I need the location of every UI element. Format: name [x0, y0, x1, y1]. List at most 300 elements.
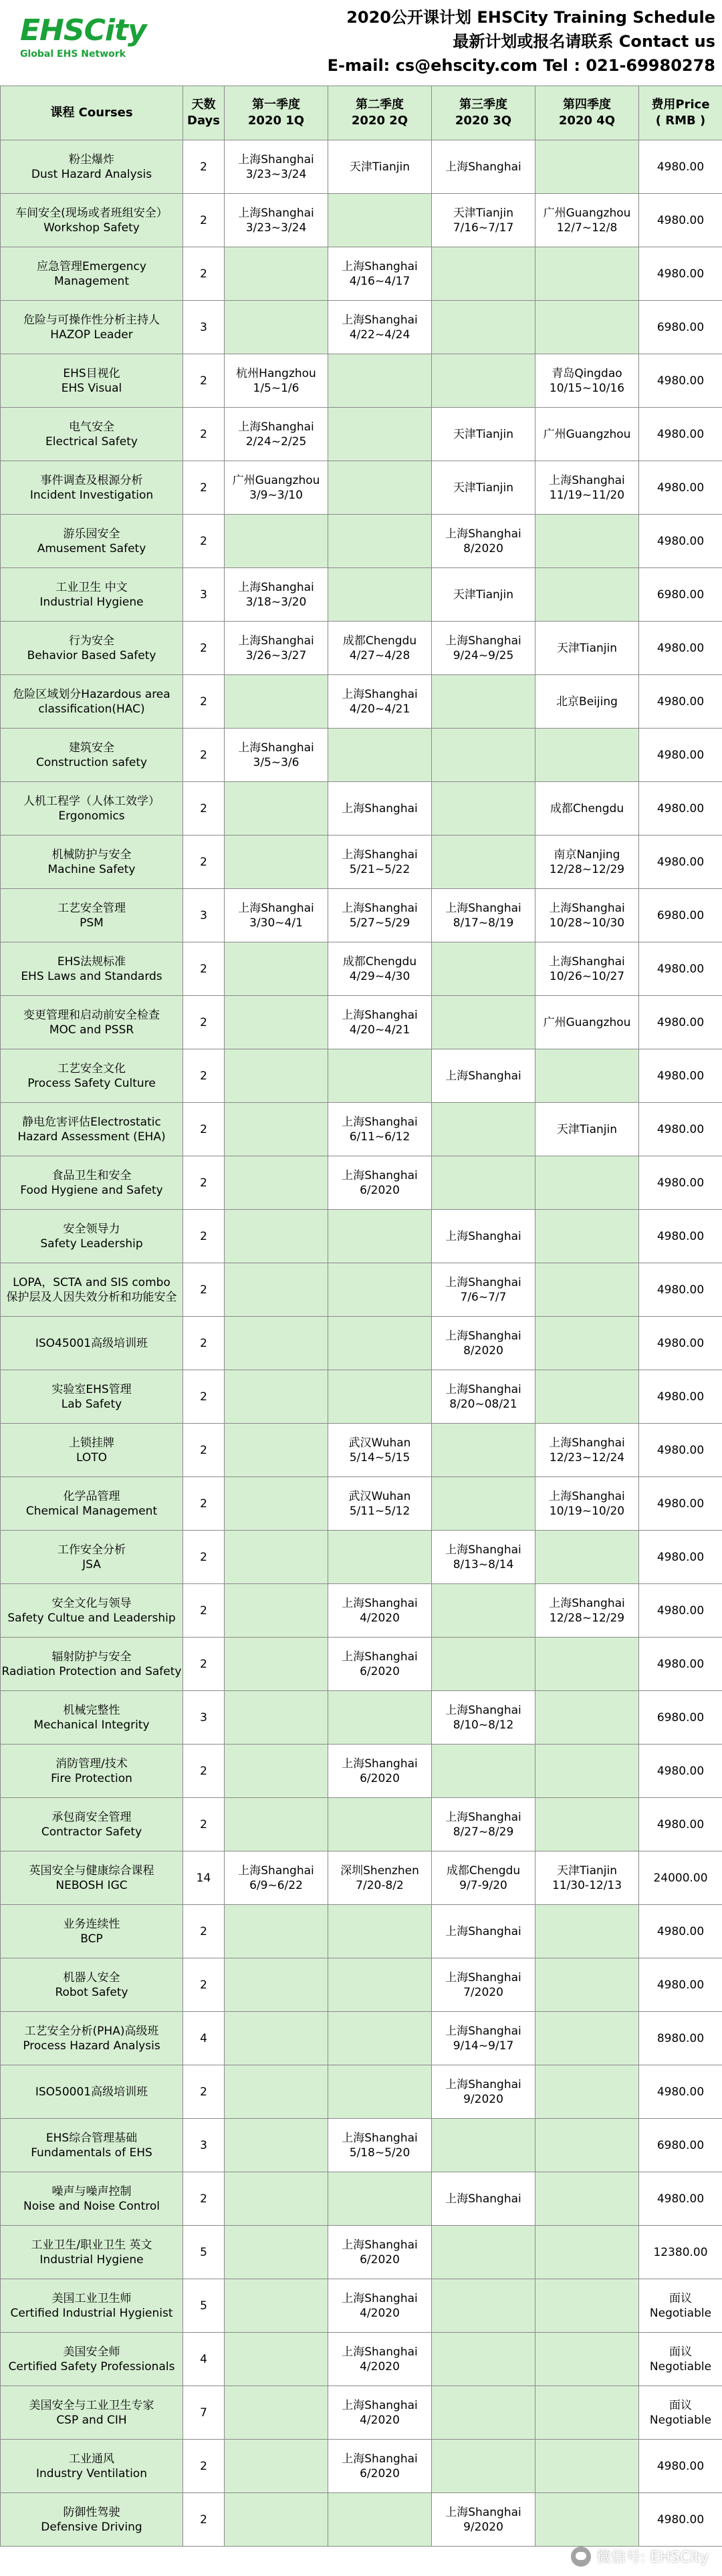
course-name-en: Food Hygiene and Safety: [20, 1183, 163, 1197]
price-value: 4980.00: [656, 1176, 705, 1190]
wechat-watermark: [571, 2546, 709, 2567]
q3-dates: 8/2020: [463, 541, 503, 555]
table-row: [1, 1531, 722, 1584]
q2-cell: [328, 889, 432, 942]
q3-location: 上海Shanghai: [445, 2192, 521, 2206]
course-name-en: Lab Safety: [61, 1397, 122, 1411]
q1-cell: [225, 1798, 328, 1851]
table-row: [1, 1851, 722, 1905]
price-cell: [639, 2172, 722, 2226]
q4-cell: [535, 2440, 639, 2493]
q2-cell: [328, 2065, 432, 2119]
course-name-cn: 业务连续性: [63, 1917, 120, 1931]
course-cell: [1, 2279, 183, 2333]
q4-location: 北京Beijing: [556, 694, 618, 709]
course-name-cn: 建筑安全: [69, 741, 114, 755]
q1-location: 杭州Hangzhou: [236, 366, 316, 380]
days-cell: 2: [183, 1798, 225, 1851]
price-value: 4980.00: [656, 427, 705, 441]
q1-cell: [225, 782, 328, 835]
course-name-en: HAZOP Leader: [50, 328, 133, 342]
price-value: 12380.00: [653, 2245, 708, 2259]
q3-cell: [432, 1531, 535, 1584]
course-cell: [1, 515, 183, 568]
price-value: 4980.00: [656, 1817, 705, 1831]
course-cell: [1, 1851, 183, 1905]
q2-dates: 5/14~5/15: [349, 1450, 410, 1464]
course-name-en: Fire Protection: [51, 1771, 132, 1785]
q1-cell: [225, 1210, 328, 1263]
q4-cell: [535, 2065, 639, 2119]
header-q2: [328, 86, 432, 140]
days-cell: 2: [183, 515, 225, 568]
q2-location: 上海Shanghai: [342, 2345, 418, 2359]
q4-location: 上海Shanghai: [549, 1596, 625, 1610]
course-name-en: 保护层及人因失效分析和功能安全: [6, 1290, 177, 1304]
q4-cell: [535, 2333, 639, 2386]
q2-location: 上海Shanghai: [342, 2398, 418, 2412]
q2-location: 上海Shanghai: [342, 1596, 418, 1610]
course-name-en: Contractor Safety: [41, 1825, 142, 1839]
days-cell: 2: [183, 1958, 225, 2012]
days-cell: 2: [183, 622, 225, 675]
q2-cell: [328, 140, 432, 194]
price-value: 4980.00: [656, 1069, 705, 1083]
price-cell: [639, 247, 722, 301]
days-cell: 2: [183, 2065, 225, 2119]
course-name-en: Chemical Management: [25, 1504, 158, 1518]
q3-location: 天津Tianjin: [453, 427, 513, 441]
table-row: [1, 1958, 722, 2012]
course-name-en: Certified Industrial Hygienist: [10, 2306, 173, 2320]
table-row: [1, 354, 722, 408]
table-row: [1, 568, 722, 622]
days-cell: 2: [183, 194, 225, 247]
table-row: [1, 2440, 722, 2493]
q2-cell: [328, 2012, 432, 2065]
course-cell: [1, 2333, 183, 2386]
q4-location: 青岛Qingdao: [552, 366, 622, 380]
q4-cell: [535, 1584, 639, 1638]
q4-location: 广州Guangzhou: [543, 1015, 631, 1029]
price-value: 4980.00: [656, 1015, 705, 1029]
course-name-cn: 机械防护与安全: [51, 848, 132, 862]
header-q4-en: 2020 4Q: [558, 114, 616, 128]
price-cell: [639, 568, 722, 622]
q2-dates: 4/2020: [360, 2359, 400, 2373]
price-value: 4980.00: [656, 641, 705, 655]
course-name-cn: 变更管理和启动前安全检查: [23, 1008, 160, 1022]
table-row: [1, 247, 722, 301]
q4-cell: [535, 1691, 639, 1745]
q4-dates: 10/28~10/30: [549, 916, 625, 930]
q1-cell: [225, 140, 328, 194]
price-cell: [639, 2440, 722, 2493]
q2-cell: [328, 568, 432, 622]
price-cell: [639, 782, 722, 835]
course-cell: [1, 461, 183, 515]
course-name-cn: 危险与可操作性分析主持人: [23, 313, 160, 327]
price-cell: [639, 1745, 722, 1798]
q2-cell: [328, 1958, 432, 2012]
course-name-cn: 美国安全师: [63, 2345, 120, 2359]
q3-cell: [432, 247, 535, 301]
price-cell: [639, 622, 722, 675]
days-cell: 2: [183, 1156, 225, 1210]
q4-cell: [535, 408, 639, 461]
q4-dates: 12/28~12/29: [549, 862, 625, 876]
course-name-en: Incident Investigation: [29, 488, 154, 502]
q4-cell: [535, 782, 639, 835]
course-cell: [1, 1691, 183, 1745]
q2-location: 上海Shanghai: [342, 313, 418, 327]
q2-cell: [328, 1798, 432, 1851]
course-name-en: Management: [54, 274, 129, 288]
course-name-en: Process Safety Culture: [27, 1076, 156, 1090]
course-cell: [1, 408, 183, 461]
course-cell: [1, 996, 183, 1049]
q2-cell: [328, 729, 432, 782]
table-row: [1, 2226, 722, 2279]
q1-location: 上海Shanghai: [238, 420, 314, 434]
price-cell: [639, 2333, 722, 2386]
price-value: 4980.00: [656, 374, 705, 388]
price-value: 4980.00: [656, 481, 705, 495]
course-cell: [1, 2493, 183, 2547]
q3-cell: [432, 140, 535, 194]
q4-dates: 12/23~12/24: [549, 1450, 625, 1464]
training-schedule-table: [0, 86, 722, 2547]
q3-cell: [432, 408, 535, 461]
price-value: 4980.00: [656, 213, 705, 227]
price-cell: [639, 1691, 722, 1745]
q4-dates: 11/30-12/13: [552, 1878, 622, 1892]
q4-location: 上海Shanghai: [549, 1436, 625, 1450]
course-name-en: Industrial Hygiene: [39, 595, 144, 609]
q3-cell: [432, 2440, 535, 2493]
days-cell: 3: [183, 2119, 225, 2172]
q4-location: 南京Nanjing: [554, 848, 620, 862]
price-value: 4980.00: [656, 1122, 705, 1136]
course-name-cn: 食品卫生和安全: [51, 1168, 132, 1182]
q4-cell: [535, 1210, 639, 1263]
days-cell: 4: [183, 2012, 225, 2065]
q4-cell: [535, 247, 639, 301]
table-row: [1, 1103, 722, 1156]
course-cell: [1, 782, 183, 835]
price-cell: [639, 2493, 722, 2547]
price-value: 6980.00: [656, 1710, 705, 1724]
course-name-cn: 工艺安全分析(PHA)高级班: [24, 2024, 159, 2038]
q1-cell: [225, 2493, 328, 2547]
q2-dates: 4/20~4/21: [349, 1023, 410, 1037]
price-cell: [639, 675, 722, 729]
q1-cell: [225, 2333, 328, 2386]
q1-dates: 1/5~1/6: [253, 381, 299, 395]
q2-cell: [328, 1210, 432, 1263]
price-value: 4980.00: [656, 2192, 705, 2206]
q3-cell: [432, 1691, 535, 1745]
course-name-cn: 车间安全(现场或者班组安全）: [15, 206, 168, 220]
q2-cell: [328, 2172, 432, 2226]
price-cell: [639, 1531, 722, 1584]
q3-location: 上海Shanghai: [445, 1924, 521, 1938]
price-cell: [639, 1156, 722, 1210]
q2-dates: 6/2020: [360, 1664, 400, 1678]
price-value: 8980.00: [656, 2031, 705, 2045]
table-row: [1, 2279, 722, 2333]
q1-cell: [225, 354, 328, 408]
course-name-cn: 粉尘爆炸: [69, 152, 114, 166]
q2-location: 成都Chengdu: [342, 954, 417, 969]
course-name-en: MOC and PSSR: [49, 1023, 134, 1037]
days-cell: 2: [183, 835, 225, 889]
course-name-en: Radiation Protection and Safety: [1, 1664, 182, 1678]
table-row: [1, 1798, 722, 1851]
price-value: Negotiable: [649, 2413, 712, 2427]
q4-cell: [535, 194, 639, 247]
q3-cell: [432, 622, 535, 675]
course-name-en: Certified Safety Professionals: [8, 2359, 175, 2373]
table-row: [1, 2333, 722, 2386]
header-q2-cn: 第二季度: [356, 98, 404, 112]
q2-cell: [328, 1531, 432, 1584]
q4-location: 广州Guangzhou: [543, 427, 631, 441]
q1-cell: [225, 675, 328, 729]
price-cell: [639, 2279, 722, 2333]
q2-location: 上海Shanghai: [342, 1650, 418, 1664]
q4-cell: [535, 1958, 639, 2012]
q4-dates: 10/15~10/16: [549, 381, 625, 395]
q2-cell: [328, 996, 432, 1049]
price-value: 4980.00: [656, 1229, 705, 1243]
course-name-cn: 机械完整性: [63, 1703, 120, 1717]
q2-location: 上海Shanghai: [342, 2238, 418, 2252]
q3-cell: [432, 1798, 535, 1851]
course-cell: [1, 2172, 183, 2226]
course-cell: [1, 729, 183, 782]
page-header: [0, 0, 722, 86]
q1-cell: [225, 1049, 328, 1103]
q3-cell: [432, 354, 535, 408]
course-name-en: Mechanical Integrity: [33, 1718, 150, 1732]
course-name-cn: 实验室EHS管理: [51, 1382, 132, 1396]
course-name-en: LOTO: [76, 1450, 107, 1464]
q2-dates: 6/11~6/12: [349, 1130, 410, 1144]
price-value: 4980.00: [656, 694, 705, 709]
days-cell: 3: [183, 568, 225, 622]
q3-cell: [432, 2493, 535, 2547]
q3-dates: 7/16~7/17: [453, 221, 514, 235]
header-price-en: ( RMB ): [655, 114, 706, 128]
price-cell: [639, 461, 722, 515]
q3-cell: [432, 1905, 535, 1958]
q3-location: 上海Shanghai: [445, 1329, 521, 1343]
price-cell: [639, 1263, 722, 1317]
price-value: 4980.00: [656, 1764, 705, 1778]
price-value: 4980.00: [656, 855, 705, 869]
q3-location: 上海Shanghai: [445, 901, 521, 915]
days-cell: 2: [183, 2172, 225, 2226]
table-row: [1, 2012, 722, 2065]
wechat-icon: [571, 2547, 591, 2567]
course-name-cn: 工艺安全管理: [57, 901, 126, 915]
price-value: 4980.00: [656, 160, 705, 174]
q2-location: 上海Shanghai: [342, 1168, 418, 1182]
table-row: [1, 301, 722, 354]
q1-cell: [225, 996, 328, 1049]
q2-dates: 6/2020: [360, 1183, 400, 1197]
q4-cell: [535, 622, 639, 675]
q2-location: 上海Shanghai: [342, 687, 418, 701]
q2-dates: 5/27~5/29: [349, 916, 410, 930]
q3-cell: [432, 1210, 535, 1263]
q3-dates: 8/10~8/12: [453, 1718, 514, 1732]
q1-cell: [225, 1851, 328, 1905]
q3-dates: 9/2020: [463, 2520, 503, 2534]
course-name-en: NEBOSH IGC: [55, 1878, 128, 1892]
q4-cell: [535, 2493, 639, 2547]
days-cell: 2: [183, 247, 225, 301]
price-cell: [639, 1851, 722, 1905]
price-cell: [639, 1317, 722, 1370]
q4-location: 广州Guangzhou: [543, 206, 631, 220]
q2-cell: [328, 2119, 432, 2172]
q2-cell: [328, 835, 432, 889]
days-cell: 2: [183, 942, 225, 996]
days-cell: 14: [183, 1851, 225, 1905]
course-name-cn: LOPA，SCTA and SIS combo: [13, 1275, 170, 1289]
course-name-cn: 上锁挂牌: [69, 1436, 114, 1450]
q3-cell: [432, 461, 535, 515]
q3-location: 上海Shanghai: [445, 1275, 521, 1289]
q3-cell: [432, 1958, 535, 2012]
q3-dates: 8/27~8/29: [453, 1825, 514, 1839]
days-cell: 2: [183, 1103, 225, 1156]
course-cell: [1, 1477, 183, 1531]
q4-cell: [535, 2279, 639, 2333]
table-row: [1, 1424, 722, 1477]
q3-location: 天津Tianjin: [453, 206, 513, 220]
q2-location: 成都Chengdu: [342, 634, 417, 648]
price-cell: [639, 2386, 722, 2440]
q2-cell: [328, 1745, 432, 1798]
q2-cell: [328, 1317, 432, 1370]
q1-dates: 3/26~3/27: [245, 648, 307, 662]
days-cell: 3: [183, 301, 225, 354]
course-cell: [1, 301, 183, 354]
course-name-cn: 静电危害评估Electrostatic: [22, 1115, 161, 1129]
q2-location: 上海Shanghai: [342, 1757, 418, 1771]
q3-location: 上海Shanghai: [445, 527, 521, 541]
course-cell: [1, 1210, 183, 1263]
q2-cell: [328, 408, 432, 461]
q2-cell: [328, 461, 432, 515]
q1-cell: [225, 1317, 328, 1370]
course-name-cn: 化学品管理: [63, 1489, 120, 1503]
q3-dates: 8/20~08/21: [449, 1397, 517, 1411]
course-name-en: Safety Cultue and Leadership: [7, 1611, 176, 1625]
q1-dates: 3/5~3/6: [253, 755, 299, 769]
days-cell: 7: [183, 2386, 225, 2440]
header-q3-en: 2020 3Q: [455, 114, 512, 128]
q2-location: 上海Shanghai: [342, 2452, 418, 2466]
q4-location: 上海Shanghai: [549, 954, 625, 969]
table-row: [1, 1691, 722, 1745]
days-cell: 2: [183, 1745, 225, 1798]
q1-location: 上海Shanghai: [238, 580, 314, 594]
q3-dates: 9/2020: [463, 2092, 503, 2106]
q4-location: 上海Shanghai: [549, 1489, 625, 1503]
days-cell: 2: [183, 1049, 225, 1103]
q4-cell: [535, 1370, 639, 1424]
days-cell: 5: [183, 2279, 225, 2333]
price-cell: [639, 996, 722, 1049]
course-cell: [1, 1584, 183, 1638]
q2-dates: 4/2020: [360, 2413, 400, 2427]
q4-cell: [535, 889, 639, 942]
q3-cell: [432, 729, 535, 782]
course-cell: [1, 568, 183, 622]
price-cell: [639, 1477, 722, 1531]
table-row: [1, 729, 722, 782]
course-name-en: Hazard Assessment (EHA): [17, 1130, 166, 1144]
q4-cell: [535, 354, 639, 408]
q4-dates: 12/28~12/29: [549, 1611, 625, 1625]
q2-dates: 4/22~4/24: [349, 328, 410, 342]
q2-cell: [328, 1263, 432, 1317]
course-name-cn: 英国安全与健康综合课程: [29, 1863, 154, 1878]
q2-cell: [328, 1638, 432, 1691]
q3-location: 天津Tianjin: [453, 481, 513, 495]
q4-cell: [535, 835, 639, 889]
q2-cell: [328, 1370, 432, 1424]
course-cell: [1, 140, 183, 194]
course-name-cn: 机器人安全: [63, 1970, 120, 1984]
price-value: 4980.00: [656, 534, 705, 548]
price-cell: [639, 889, 722, 942]
q2-dates: 5/21~5/22: [349, 862, 410, 876]
q1-cell: [225, 194, 328, 247]
course-name-cn: 人机工程学（人体工效学）: [23, 794, 160, 808]
days-cell: 2: [183, 1638, 225, 1691]
q3-cell: [432, 2386, 535, 2440]
course-cell: [1, 2440, 183, 2493]
days-cell: 2: [183, 675, 225, 729]
price-value: 4980.00: [656, 1978, 705, 1992]
price-cell: [639, 729, 722, 782]
q2-dates: 4/27~4/28: [349, 648, 410, 662]
q2-cell: [328, 2386, 432, 2440]
q4-cell: [535, 675, 639, 729]
q4-cell: [535, 1156, 639, 1210]
table-row: [1, 2493, 722, 2547]
q1-cell: [225, 729, 328, 782]
course-name-cn: 事件调查及根源分析: [40, 473, 143, 487]
q3-cell: [432, 515, 535, 568]
course-name-cn: 工艺安全文化: [57, 1061, 126, 1075]
days-cell: 2: [183, 354, 225, 408]
q3-dates: 7/6~7/7: [460, 1290, 507, 1304]
course-name-en: Fundamentals of EHS: [31, 2146, 152, 2160]
table-body: [1, 140, 722, 2547]
course-name-cn: ISO50001高级培训班: [35, 2085, 148, 2099]
q1-cell: [225, 2012, 328, 2065]
price-value: 4980.00: [656, 1390, 705, 1404]
header-q3-cn: 第三季度: [459, 98, 507, 112]
q4-cell: [535, 1745, 639, 1798]
q4-cell: [535, 942, 639, 996]
